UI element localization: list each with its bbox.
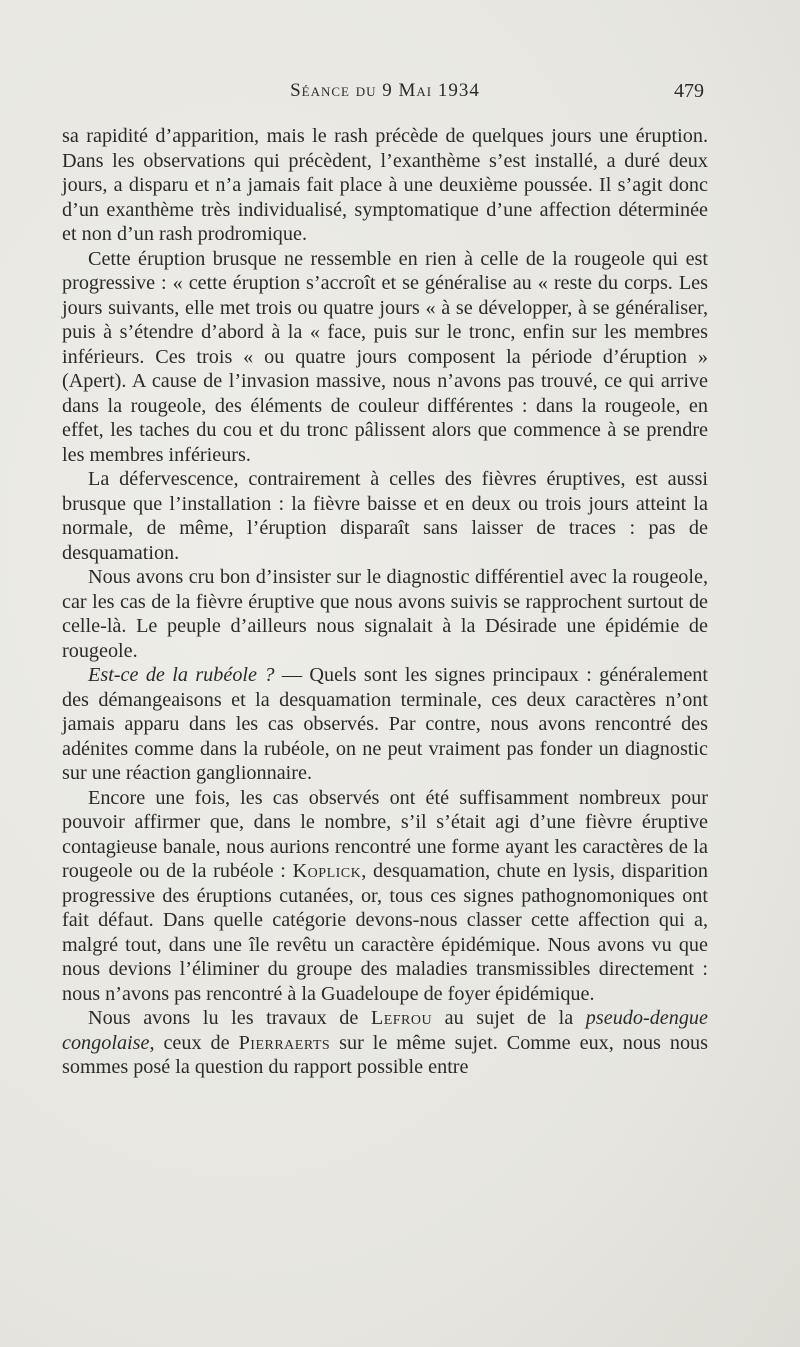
paragraph-5 — [62, 663, 708, 786]
paragraph-6-text-a: Encore une fois, les cas observés ont été suffisamment nombreux pour pouvoir affirmer que, dans le nombre, s’il s’était agi d’une fièvre éruptive contagieuse banale, nous aurions rencontré une forme ayant les caractères de la rougeole ou de la rubéole : — [62, 786, 708, 882]
author-koplick: Koplick — [292, 860, 362, 882]
paragraph-7-text-a: Nous avons lu les travaux de — [88, 1007, 371, 1029]
paragraph-7-text-c: , ceux de — [149, 1031, 239, 1054]
paragraph-7 — [62, 1006, 708, 1080]
paragraph-5-text: — Quels sont les signes principaux : généralement des démangeaisons et la desquamation terminale, ces deux caractères n’ont jamais apparu dans les cas observés. Par contre, nous avons rencontré des adénites comme dans la rubéole, on ne peut vraiment pas fonder un diagnostic sur une réaction ganglionnaire. — [62, 664, 708, 784]
body-text — [62, 124, 708, 1080]
term-pseudo-dengue: pseudo-dengue congolaise — [62, 1007, 708, 1054]
author-lefrou: Lefrou — [370, 1007, 433, 1029]
paragraph-6-text-b: , desquamation, chute en lysis, disparition progressive des éruptions cutanées, or, tous ces signes pathognomoniques ont fait défaut. Dans quelle catégorie devons-nous classer cette affection qui a, malgré tout, dans une île revêtu un caractère épidémique. Nous avons vu que nous devions l’éliminer du groupe des maladies transmissibles directement : nous n’avons pas rencontré à la Guadeloupe de foyer épidémique. — [62, 860, 708, 1005]
paragraph-3: La défervescence, contrairement à celles des fièvres éruptives, est aussi brusque que l’installation : la fièvre baisse et en deux ou trois jours atteint la normale, de même, l’éruption disparaît sans laisser de traces : pas de desquamation. — [62, 468, 708, 564]
rubeole-heading: Est-ce de la rubéole ? — [88, 664, 275, 686]
running-title: Séance du 9 Mai 1934 — [290, 80, 480, 101]
running-head — [62, 80, 708, 110]
paragraph-2: Cette éruption brusque ne ressemble en rien à celle de la rougeole qui est progressive : « cette éruption s’accroît et se généralise au « reste du corps. Les jours suivants, elle met trois ou quatre jours « à se développer, à se généraliser, puis à s’étendre d’abord à la « face, puis sur le tronc, enfin sur les membres inférieurs. Ces trois « ou quatre jours composent la période d’éruption » (Apert). A cause de l’invasion massive, nous n’avons pas trouvé, ce qui arrive dans la rougeole, des éléments de couleur différentes : dans la rougeole, en effet, les taches du cou et du tronc pâlissent alors que commence à se prendre les membres inférieurs. — [62, 247, 708, 466]
paragraph-6 — [62, 786, 708, 1007]
paragraph-7-text-d: sur le même sujet. Comme eux, nous nous sommes posé la question du rapport possible entre — [62, 1031, 708, 1078]
author-pierraerts: Pierraerts — [238, 1031, 331, 1054]
paragraph-4: Nous avons cru bon d’insister sur le diagnostic différentiel avec la rougeole, car les cas de la fièvre éruptive que nous avons suivis se rapprochent surtout de celle-là. Le peuple d’ailleurs nous signalait à la Désirade une épidémie de rougeole. — [62, 566, 708, 662]
paragraph-1: sa rapidité d’apparition, mais le rash précède de quelques jours une éruption. Dans les observations qui précèdent, l’exanthème s’est installé, a duré deux jours, a disparu et n’a jamais fait place à une deuxième poussée. Il s’agit donc d’un exanthème très individualisé, symptomatique d’une affection déterminée et non d’un rash prodromique. — [62, 125, 708, 245]
page-number: 479 — [674, 80, 704, 102]
paragraph-7-text-b: au sujet de la — [432, 1007, 586, 1029]
